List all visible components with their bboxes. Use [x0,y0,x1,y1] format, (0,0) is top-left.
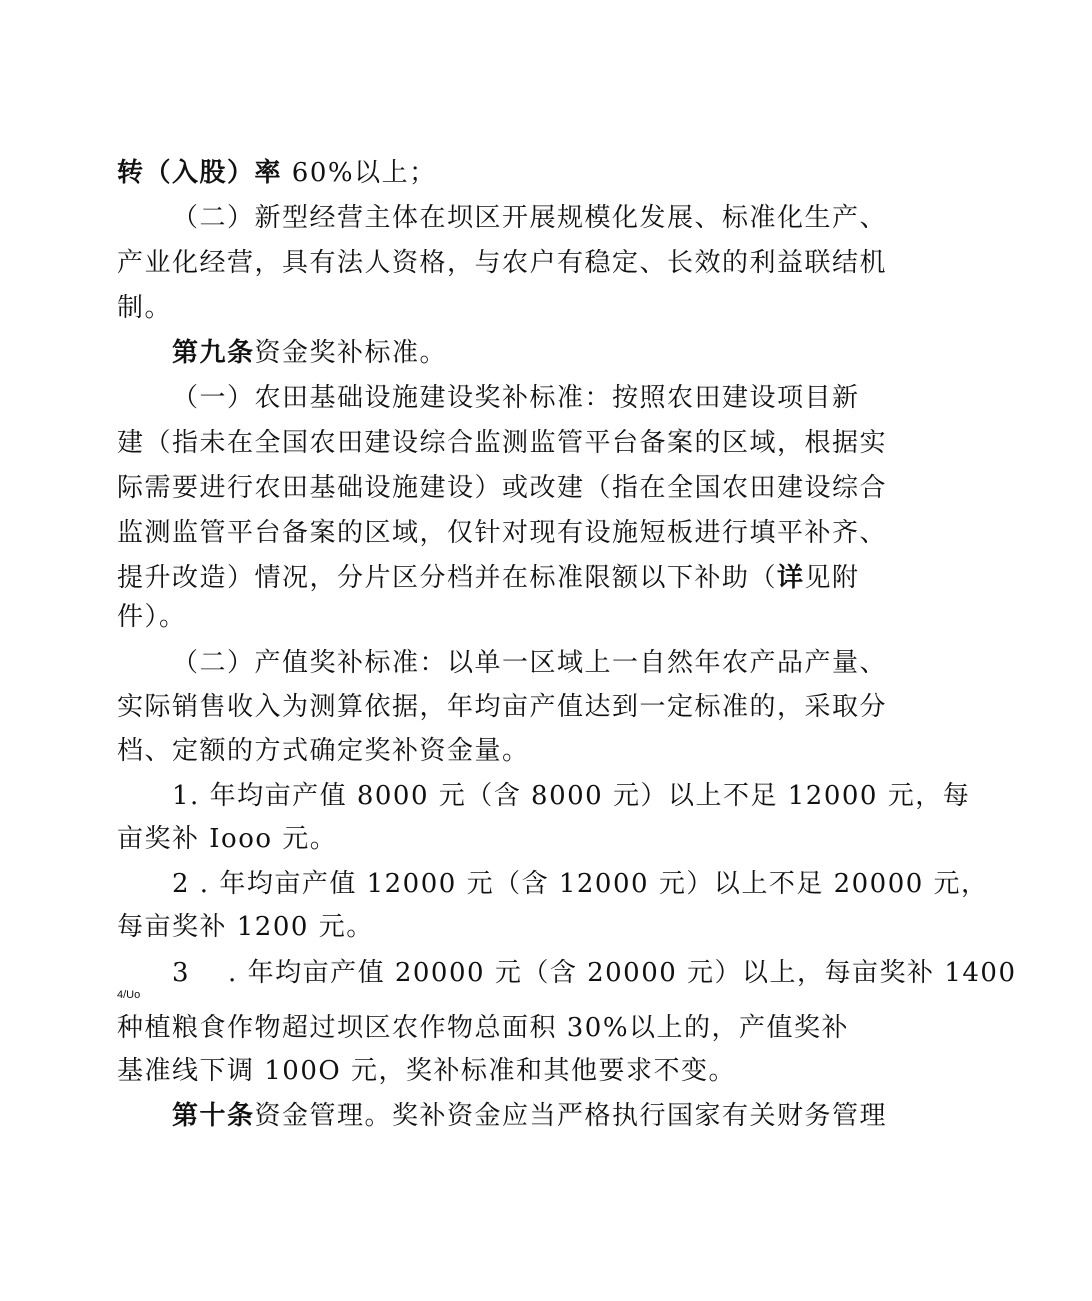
text: 60%以上； [282,158,437,188]
paragraph-line [117,156,1037,190]
text: 见附 [804,563,860,593]
bold-text: 转（入股）率 [117,158,283,188]
list-item: 1. 年均亩产值 8000 元（含 8000 元）以上不足 12000 元，每 [172,781,971,811]
garbled-fragment: 4/Uo [117,989,141,1001]
paragraph-line: 监测监管平台备案的区域，仅针对现有设施短板进行填平补齐、 [117,518,888,548]
article-heading [172,336,1092,370]
paragraph-line [117,561,1037,595]
paragraph-line: 件）。 [117,602,187,632]
paragraph-line: （二）产值奖补标准：以单一区域上一自然年农产品产量、 [172,648,888,678]
text: . 年均亩产值 20000 元（含 20000 元）以上，每亩奖补 1400 [228,958,1017,988]
article-title: 资金奖补标准。 [254,338,448,368]
list-item [172,956,1092,990]
bold-text: 详 [777,563,805,593]
paragraph-line: 档、定额的方式确定奖补资金量。 [117,736,530,766]
article-heading [172,1099,1092,1133]
text: 提升改造）情况，分片区分档并在标准限额以下补助（ [117,563,778,593]
paragraph-line: （二）新型经营主体在坝区开展规模化发展、标准化生产、 [172,203,888,233]
paragraph-line: 建（指未在全国农田建设综合监测监管平台备案的区域，根据实 [117,428,888,458]
article-number: 第九条 [172,338,255,368]
paragraph-line: 基准线下调 100O 元，奖补标准和其他要求不变。 [117,1056,736,1086]
list-number: 3 [172,958,191,988]
article-title: 资金管理。奖补资金应当严格执行国家有关财务管理 [254,1101,888,1131]
paragraph-line: 种植粮食作物超过坝区农作物总面积 30%以上的，产值奖补 [117,1013,850,1043]
list-item: 2 . 年均亩产值 12000 元（含 12000 元）以上不足 20000 元， [172,869,989,899]
article-number: 第十条 [172,1101,255,1131]
paragraph-line: 实际销售收入为测算依据，年均亩产值达到一定标准的，采取分 [117,692,888,722]
list-item-continuation: 每亩奖补 1200 元。 [117,912,374,942]
paragraph-line: 制。 [117,293,173,323]
list-item-continuation: 亩奖补 Iooo 元。 [117,824,338,854]
paragraph-line: （一）农田基础设施建设奖补标准：按照农田建设项目新 [172,383,860,413]
paragraph-line: 产业化经营，具有法人资格，与农户有稳定、长效的利益联结机 [117,248,888,278]
paragraph-line: 际需要进行农田基础设施建设）或改建（指在全国农田建设综合 [117,473,888,503]
